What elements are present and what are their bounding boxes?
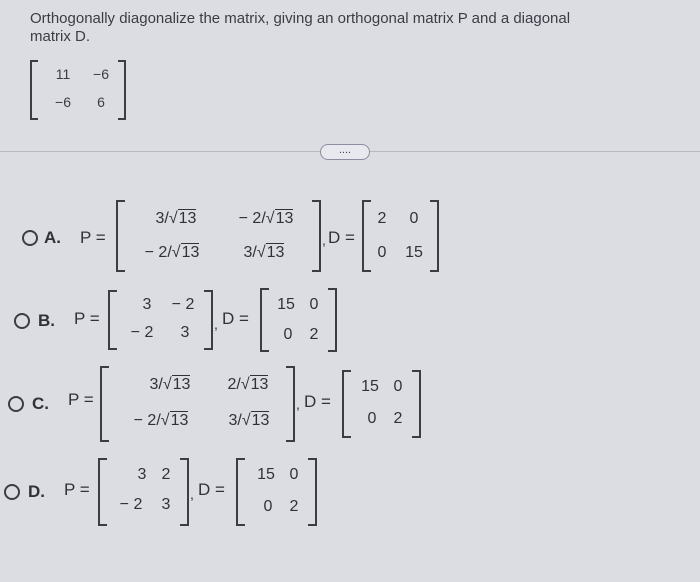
option-c-p-matrix bbox=[100, 366, 294, 440]
option-c-radio[interactable] bbox=[8, 396, 24, 412]
option-c-d-label: D = bbox=[304, 392, 331, 411]
option-d-label[interactable]: D. bbox=[28, 482, 45, 501]
option-a-comma: , bbox=[322, 232, 326, 248]
matrix-a12: −6 bbox=[93, 66, 109, 82]
option-b-p22: 3 bbox=[180, 324, 190, 341]
option-a-d-matrix bbox=[362, 200, 438, 270]
option-a-d12: 0 bbox=[409, 210, 419, 227]
option-a-p11: 3/√13 bbox=[155, 210, 197, 227]
option-a-radio[interactable] bbox=[22, 230, 38, 246]
option-a-d22: 15 bbox=[405, 244, 423, 261]
matrix-a11: 11 bbox=[55, 66, 71, 82]
option-c-p22: 3/√13 bbox=[228, 412, 270, 429]
option-b-p12: − 2 bbox=[171, 296, 195, 313]
matrix-a21: −6 bbox=[55, 94, 71, 110]
option-c-d22: 2 bbox=[393, 410, 403, 427]
question-line-2: matrix D. bbox=[30, 28, 90, 45]
option-d-comma: , bbox=[190, 486, 194, 502]
option-d-d-label: D = bbox=[198, 480, 225, 499]
option-c-d12: 0 bbox=[393, 378, 403, 395]
question-line-1: Orthogonally diagonalize the matrix, giving an orthogonal matrix P and a diagonal bbox=[30, 10, 571, 27]
option-d-d-matrix bbox=[236, 458, 316, 524]
option-a-label[interactable]: A. bbox=[44, 228, 61, 247]
option-b-d-matrix bbox=[260, 288, 336, 350]
option-c-p-label: P = bbox=[68, 390, 94, 409]
option-b-radio[interactable] bbox=[14, 313, 30, 329]
left-bracket bbox=[30, 60, 38, 120]
option-c-label[interactable]: C. bbox=[32, 394, 49, 413]
option-d-d22: 2 bbox=[289, 498, 299, 515]
option-a-p-matrix bbox=[116, 200, 321, 270]
option-d-p11: 3 bbox=[137, 466, 147, 483]
option-c-p11: 3/√13 bbox=[149, 376, 191, 393]
option-b-d21: 0 bbox=[283, 326, 293, 343]
option-d-d11: 15 bbox=[257, 466, 275, 483]
option-c-d-matrix bbox=[342, 370, 420, 436]
option-b-comma: , bbox=[214, 316, 218, 332]
option-c-d11: 15 bbox=[361, 378, 379, 395]
option-b-d12: 0 bbox=[309, 296, 319, 313]
option-b-p11: 3 bbox=[142, 296, 152, 313]
option-d-radio[interactable] bbox=[4, 484, 20, 500]
question-text bbox=[30, 10, 690, 46]
option-b-d11: 15 bbox=[277, 296, 295, 313]
option-a-p22: 3/√13 bbox=[243, 244, 285, 261]
option-b-d-label: D = bbox=[222, 309, 249, 328]
option-d-p21: − 2 bbox=[119, 496, 143, 513]
show-more-button[interactable]: .... bbox=[320, 144, 370, 160]
option-d-d12: 0 bbox=[289, 466, 299, 483]
option-d-p22: 3 bbox=[161, 496, 171, 513]
option-d-p12: 2 bbox=[161, 466, 171, 483]
option-d-p-matrix bbox=[98, 458, 188, 524]
option-d-p-label: P = bbox=[64, 480, 90, 499]
option-b-p21: − 2 bbox=[130, 324, 154, 341]
option-a-d-label: D = bbox=[328, 228, 355, 247]
option-d-d21: 0 bbox=[263, 498, 273, 515]
given-matrix bbox=[30, 60, 130, 120]
option-a-p12: − 2/√13 bbox=[238, 210, 294, 227]
option-b-label[interactable]: B. bbox=[38, 311, 55, 330]
option-a-d11: 2 bbox=[377, 210, 387, 227]
option-c-d21: 0 bbox=[367, 410, 377, 427]
option-a-p21: − 2/√13 bbox=[144, 244, 200, 261]
right-bracket bbox=[118, 60, 126, 120]
option-a-d21: 0 bbox=[377, 244, 387, 261]
option-a-p-label: P = bbox=[80, 228, 106, 247]
option-b-p-matrix bbox=[108, 290, 212, 348]
option-b-p-label: P = bbox=[74, 309, 100, 328]
matrix-a22: 6 bbox=[97, 94, 105, 110]
option-c-p12: 2/√13 bbox=[227, 376, 269, 393]
option-c-p21: − 2/√13 bbox=[133, 412, 189, 429]
option-b-d22: 2 bbox=[309, 326, 319, 343]
option-c-comma: , bbox=[296, 396, 300, 412]
